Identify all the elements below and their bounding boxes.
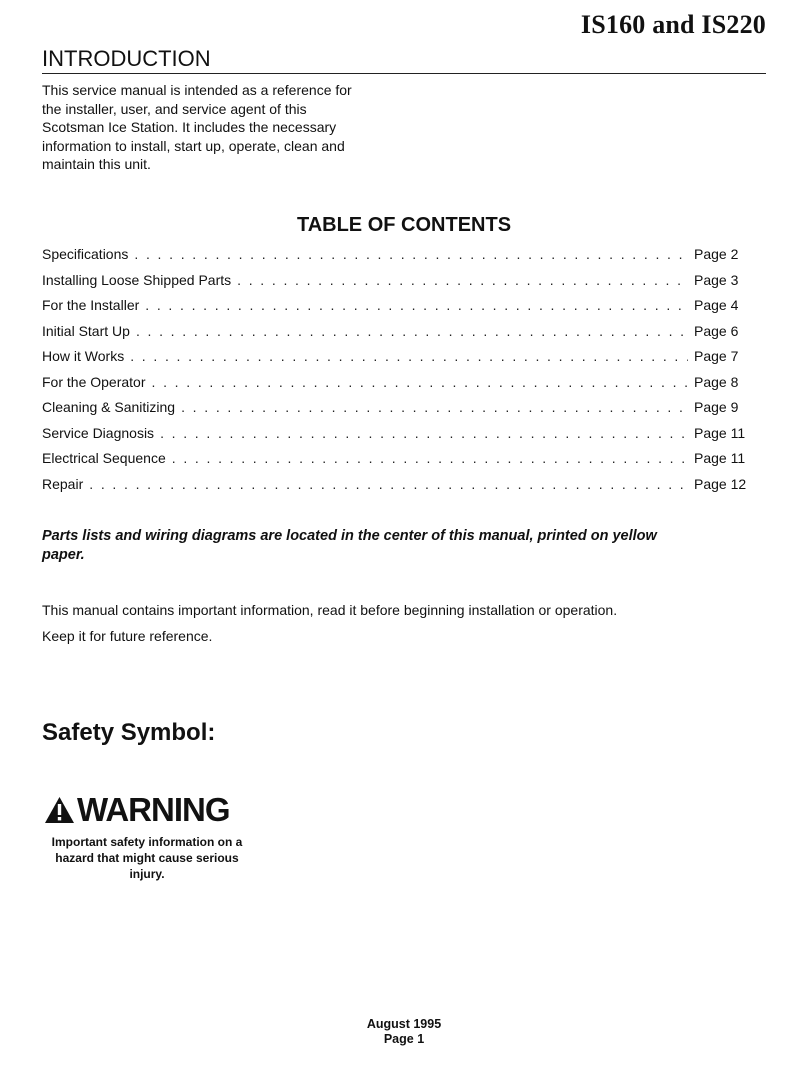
toc-entry-label: Initial Start Up	[42, 322, 130, 339]
parts-note-line: Parts lists and wiring diagrams are located in the center of this manual, printed on yellow	[42, 528, 657, 544]
toc-entry-page: Page 4	[694, 297, 739, 313]
intro-line: This service manual is intended as a reference for	[42, 82, 352, 98]
warning-text-line: Important safety information on a	[51, 835, 243, 849]
toc-entry-how-it-works[interactable]	[42, 348, 752, 374]
toc-leader-dots	[152, 374, 689, 390]
toc-leader-dots	[136, 323, 688, 339]
warning-title	[44, 792, 252, 828]
toc-entry-page: Page 8	[694, 373, 739, 390]
warning-triangle-icon	[44, 796, 75, 824]
parts-location-note	[42, 527, 742, 565]
toc-heading: TABLE OF CONTENTS	[296, 214, 512, 236]
header-rule	[42, 73, 766, 74]
intro-paragraph	[42, 81, 392, 174]
intro-line: information to install, start up, operate, clean and	[42, 137, 345, 154]
toc-entry-label: Cleaning & Sanitizing	[42, 399, 176, 415]
document-id: IS160 and IS220	[580, 10, 766, 39]
toc-entry-service-diagnosis[interactable]	[42, 425, 752, 451]
intro-line: Scotsman Ice Station. It includes the necessary	[42, 119, 337, 135]
toc-leader-dots	[134, 246, 688, 262]
parts-note-line: paper.	[42, 547, 85, 563]
toc-entry-label: For the Installer	[42, 297, 140, 313]
toc-entry-label: Electrical Sequence	[42, 450, 166, 466]
toc-entry-electrical-sequence[interactable]	[42, 450, 752, 476]
toc-entry-label: Installing Loose Shipped Parts	[42, 271, 232, 288]
toc-entry-label: Service Diagnosis	[42, 424, 155, 441]
toc-entry-page: Page 9	[694, 399, 739, 415]
toc-leader-dots	[130, 348, 688, 364]
section-title: INTRODUCTION	[42, 46, 211, 71]
toc-entry-installing-loose-shipped-parts[interactable]	[42, 272, 752, 298]
footer-page-number: Page 1	[383, 1032, 425, 1046]
toc-entry-page: Page 11	[694, 424, 746, 441]
intro-line: maintain this unit.	[42, 156, 151, 172]
toc-entry-label: For the Operator	[42, 373, 146, 390]
toc-entry-page: Page 6	[694, 322, 739, 339]
toc-entry-initial-start-up[interactable]	[42, 323, 752, 349]
warning-text-line: injury.	[129, 867, 165, 881]
toc-leader-dots	[145, 297, 688, 313]
toc-leader-dots	[89, 476, 688, 492]
toc-leader-dots	[181, 399, 688, 415]
toc-entry-page: Page 3	[694, 271, 739, 288]
toc-entry-cleaning-sanitizing[interactable]	[42, 399, 752, 425]
warning-text-line: hazard that might cause serious	[55, 851, 239, 865]
notice-line: This manual contains important information, read it before beginning installation or operation.	[42, 602, 618, 618]
toc-entry-label: How it Works	[42, 348, 125, 364]
table-of-contents	[42, 246, 752, 501]
toc-leader-dots	[237, 272, 688, 288]
warning-symbol	[42, 792, 252, 882]
safety-symbol-heading: Safety Symbol:	[42, 719, 216, 746]
toc-entry-page: Page 7	[694, 348, 739, 364]
warning-label: WARNING	[77, 791, 230, 828]
toc-entry-specifications[interactable]	[42, 246, 752, 272]
toc-entry-for-the-operator[interactable]	[42, 374, 752, 400]
toc-entry-for-the-installer[interactable]	[42, 297, 752, 323]
notice-line: Keep it for future reference.	[42, 628, 213, 644]
important-notice	[42, 597, 762, 649]
page-footer	[0, 1017, 808, 1047]
toc-entry-label: Repair	[42, 475, 84, 492]
toc-leader-dots	[172, 450, 688, 466]
toc-entry-page: Page 11	[694, 450, 746, 466]
toc-entry-page: Page 2	[694, 246, 739, 262]
toc-entry-repair[interactable]	[42, 476, 752, 502]
toc-entry-label: Specifications	[42, 246, 129, 262]
intro-line: the installer, user, and service agent of this	[42, 100, 307, 117]
toc-entry-page: Page 12	[694, 475, 747, 492]
toc-leader-dots	[160, 425, 688, 441]
footer-date: August 1995	[366, 1017, 442, 1031]
warning-description	[42, 834, 252, 882]
